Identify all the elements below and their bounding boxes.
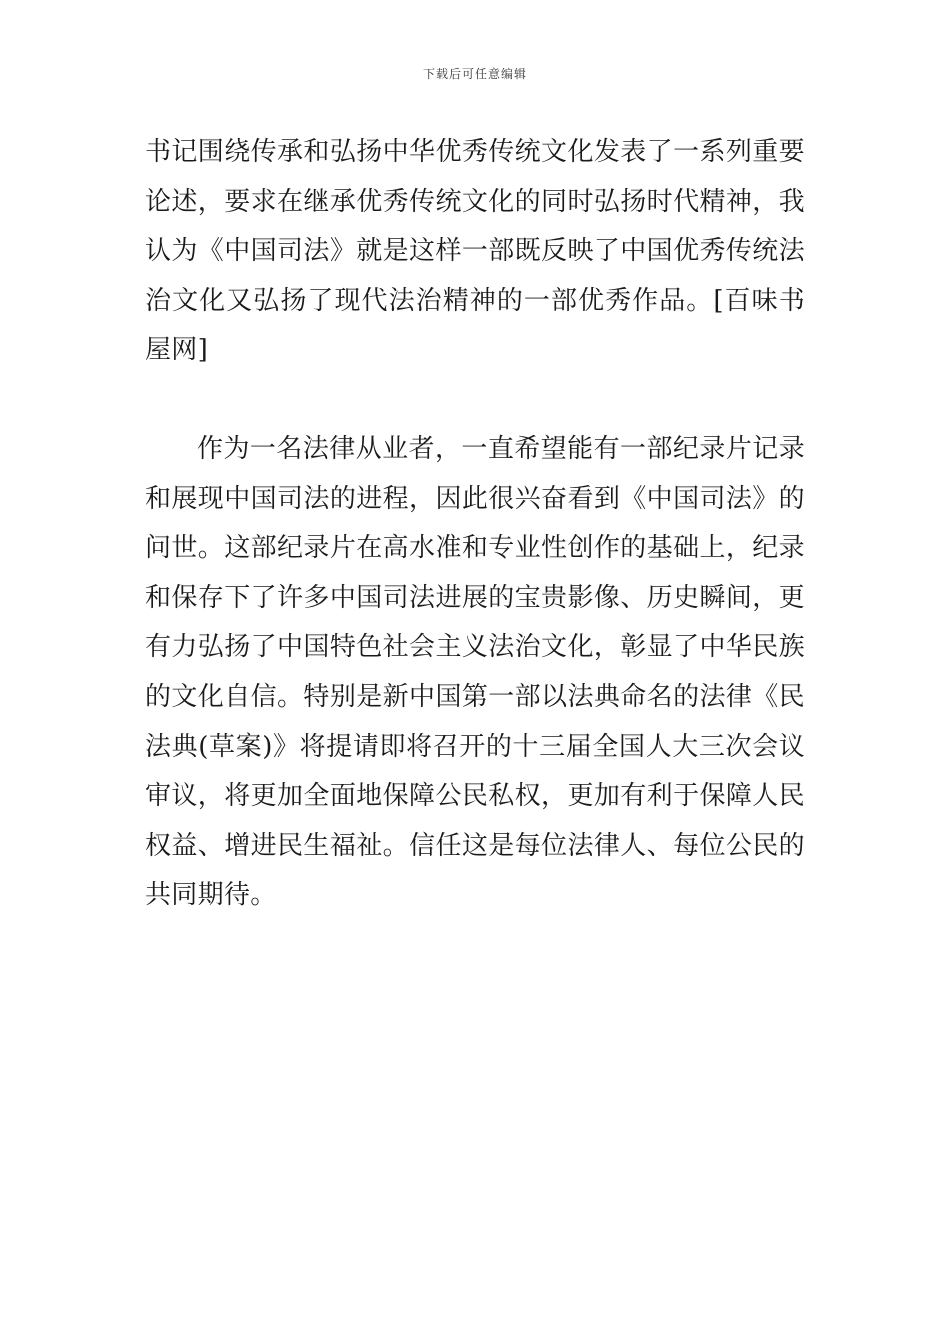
paragraph-1: 书记围绕传承和弘扬中华优秀传统文化发表了一系列重要论述，要求在继承优秀传统文化的同时弘扬时代精神，我认为《中国司法》就是这样一部既反映了中国优秀传统法治文化又弘扬了现代法治精神的一部优秀作品。[百味书屋网] (145, 137, 805, 366)
paragraph-2: 作为一名法律从业者，一直希望能有一部纪录片记录和展现中国司法的进程，因此很兴奋看到《中国司法》的问世。这部纪录片在高水准和专业性创作的基础上，纪录和保存下了许多中国司法进展的宝贵影像、历史瞬间，更有力弘扬了中国特色社会主义法治文化，彰显了中华民族的文化自信。特别是新中国第一部以法典命名的法律《民法典(草案)》将提请即将召开的十三届全国人大三次会议审议，将更加全面地保障公民私权，更加有利于保障人民权益、增进民生福祉。信任这是每位法律人、每位公民的共同期待。 (145, 434, 805, 911)
page-header: 下载后可任意编辑 (422, 67, 527, 81)
